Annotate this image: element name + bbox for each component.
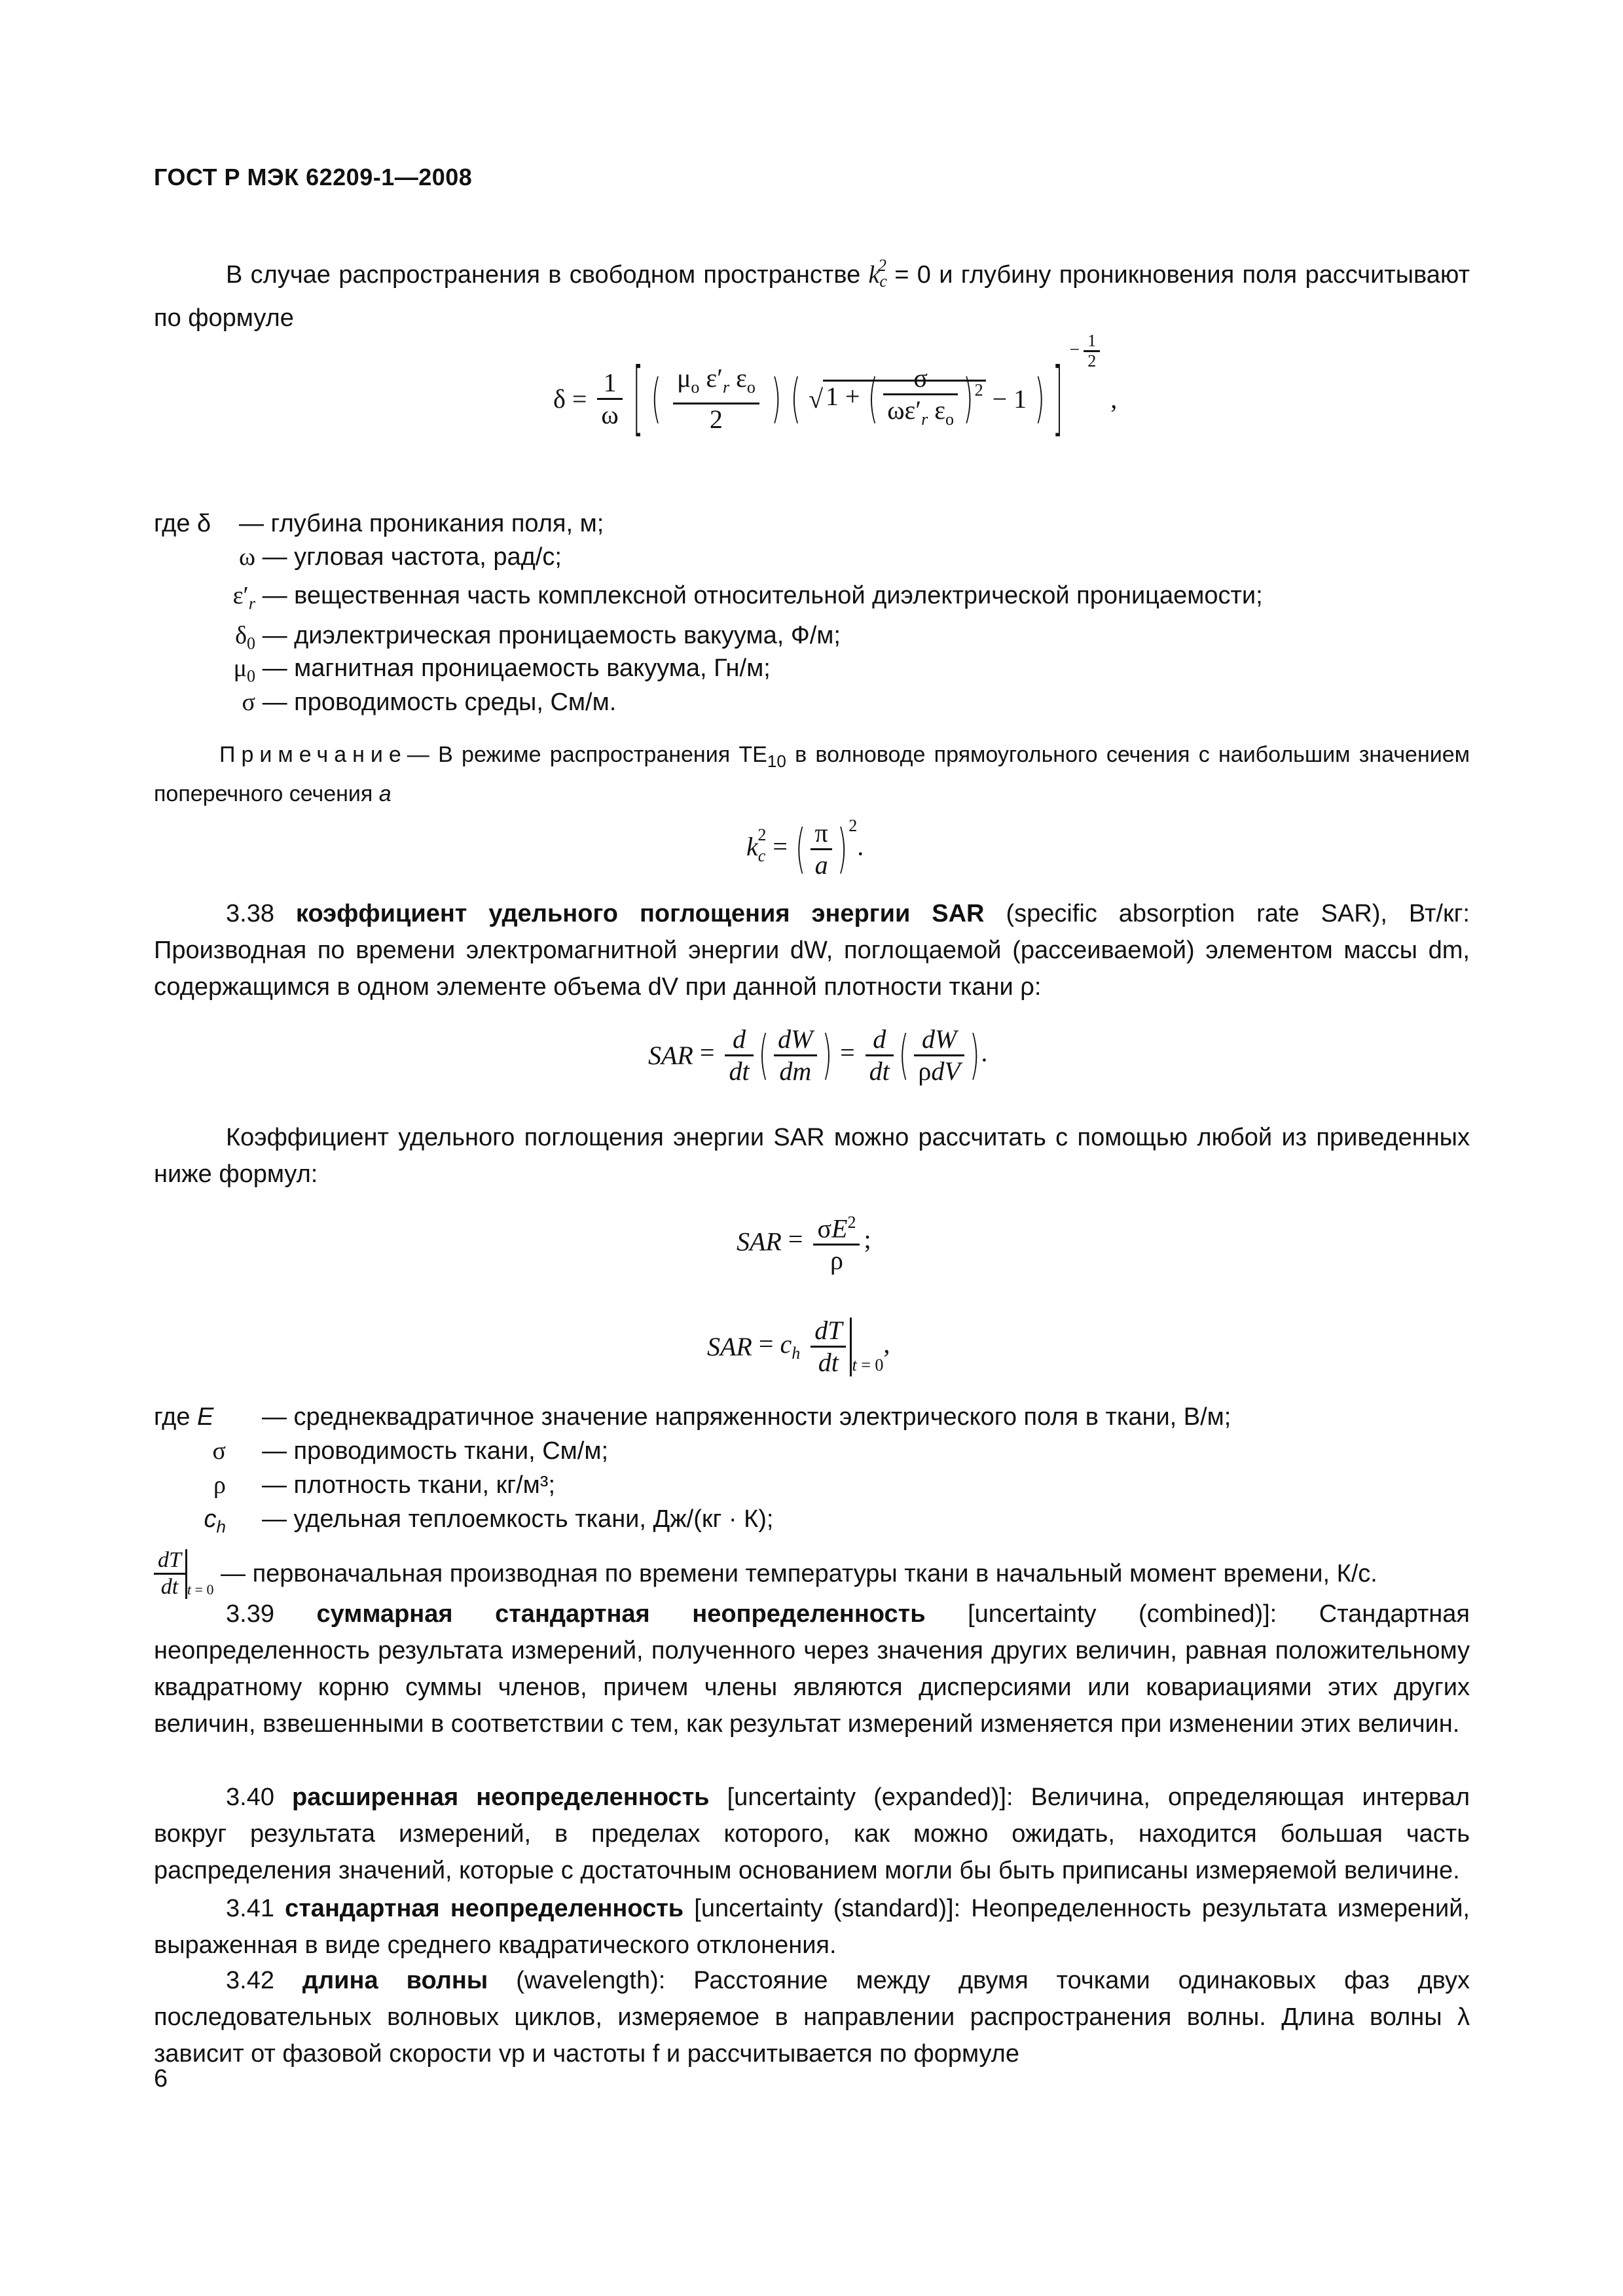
def-row-mu0: $\mu_0$ — магнитная проницаемость вакуума, Гн/м;: [233, 655, 771, 686]
formula-delta: δ = $\frac{1}{\omega}$ [ ( $\frac{\mu_o \varepsilon'_r \varepsilon_o}{2}$ ) ( √ 1 + ( $\frac{\sigma}{\omega\varepsilon'_r \varepsilon_o}$ )$^2$ − 1 ) ] $^{- \frac{1}{2}}$ ,: [553, 331, 1118, 446]
term-wavelength: длина волны: [302, 1967, 488, 1994]
page-number: 6: [154, 2065, 168, 2092]
def-row-epsilon: $\varepsilon'_r$ — вещественная часть комплексной относительной диэлектрической проницаемости;: [232, 582, 1263, 613]
def-row-sigma: σ — проводимость среды, См/м.: [242, 689, 617, 716]
sar-intro-paragraph: Коэффициент удельного поглощения энергии SAR можно рассчитать с помощью любой из приведенных ниже формул:: [154, 1124, 1470, 1188]
def-row-rho: ρ — плотность ткани, кг/м³;: [213, 1471, 556, 1499]
def-row-sigma-tissue: σ — проводимость ткани, См/м;: [212, 1437, 609, 1465]
term-sar: коэффициент удельного поглощения энергии SAR: [295, 900, 985, 927]
intro-text-before: В случае распространения в свободном пространстве: [226, 261, 869, 289]
k-c-squared: $k_c^2$: [868, 256, 887, 291]
def-row-delta0: $\delta_0$ — диэлектрическая проницаемость вакуума, Ф/м;: [235, 622, 841, 653]
section-3-39: 3.39 суммарная стандартная неопределенность [uncertainty (combined)]: Стандартная неопределенность результата измерений, полученного через значения других величин, равная положительному квадратному корню суммы членов, причем члены являются дисперсиями или ковариациями этих других величин, взвешенными в соответствии с тем, как результат измерений изменяется при изменении этих величин.: [154, 1600, 1470, 1738]
formula-sar-derivative: SAR = $\frac{d}{dt}$ ( $\frac{dW}{dm}$ ) = $\frac{d}{dt}$ ( $\frac{dW}{\text{ρdV}}$ ).: [648, 1024, 988, 1086]
formula-sar-ch: SAR = $c_h$ $\frac{dT}{dt}$ $_{t = 0}$,: [707, 1316, 890, 1377]
intro-paragraph: [154, 247, 1470, 336]
def-row-ch: $c_h$ — удельная теплоемкость ткани, Дж/(кг · К);: [204, 1505, 774, 1537]
section-3-38: 3.38 коэффициент удельного поглощения энергии SAR (specific absorption rate SAR), Вт/кг: Производная по времени электромагнитной энергии dW, поглощаемой (рассеиваемой) элементом массы dm, содержащимся в одном элементе объема dV при данной плотности ткани ρ:: [154, 900, 1470, 1001]
section-3-42: 3.42 длина волны (wavelength): Расстояние между двумя точками одинаковых фаз двух последовательных волновых циклов, измеряемое в направлении распространения волны. Длина волны λ зависит от фазовой скорости vp и частоты f и рассчитывается по формуле: [154, 1967, 1470, 2068]
formula-sar-sigma: SAR = $\frac{\sigma E^2}{\rho}$ ;: [737, 1208, 871, 1276]
formula-k-pi-a: $k_c^2$ = ( $\frac{\pi}{a}$ )$^2$.: [746, 816, 864, 880]
note-paragraph: Примечание— В режиме распространения $TE_{10}$ в волноводе прямоугольного сечения с наибольшим значением поперечного сечения a: [154, 742, 1470, 806]
def-row-dT-dt: $\frac{dT}{dt}$ $_{t = 0}$ — первоначальная производная по времени температуры ткани в начальный момент времени, К/с.: [154, 1548, 1377, 1600]
intro-text-after: = 0 и глубину проникновения поля рассчитывают по формуле: [154, 261, 1470, 332]
def-row-E: где E — среднеквадратичное значение напряженности электрического поля в ткани, В/м;: [154, 1403, 1231, 1431]
term-standard-uncertainty: стандартная неопределенность: [285, 1895, 684, 1922]
def-row-delta: где δ — глубина проникания поля, м;: [154, 510, 604, 537]
def-row-omega: ω — угловая частота, рад/с;: [238, 543, 562, 571]
term-combined-uncertainty: суммарная стандартная неопределенность: [316, 1600, 926, 1628]
section-3-40: 3.40 расширенная неопределенность [uncertainty (expanded)]: Величина, определяющая интервал вокруг результата измерений, в пределах которого, как можно ожидать, находится большая часть распределения значений, которые с достаточным основанием могли бы быть приписаны измеряемой величине.: [154, 1784, 1470, 1884]
note-label: Примечание: [219, 742, 407, 767]
section-3-41: 3.41 стандартная неопределенность [uncertainty (standard)]: Неопределенность результата измерений, выраженная в виде среднего квадратического отклонения.: [154, 1895, 1470, 1959]
document-header: ГОСТ Р МЭК 62209-1—2008: [154, 164, 473, 190]
term-expanded-uncertainty: расширенная неопределенность: [292, 1784, 710, 1811]
